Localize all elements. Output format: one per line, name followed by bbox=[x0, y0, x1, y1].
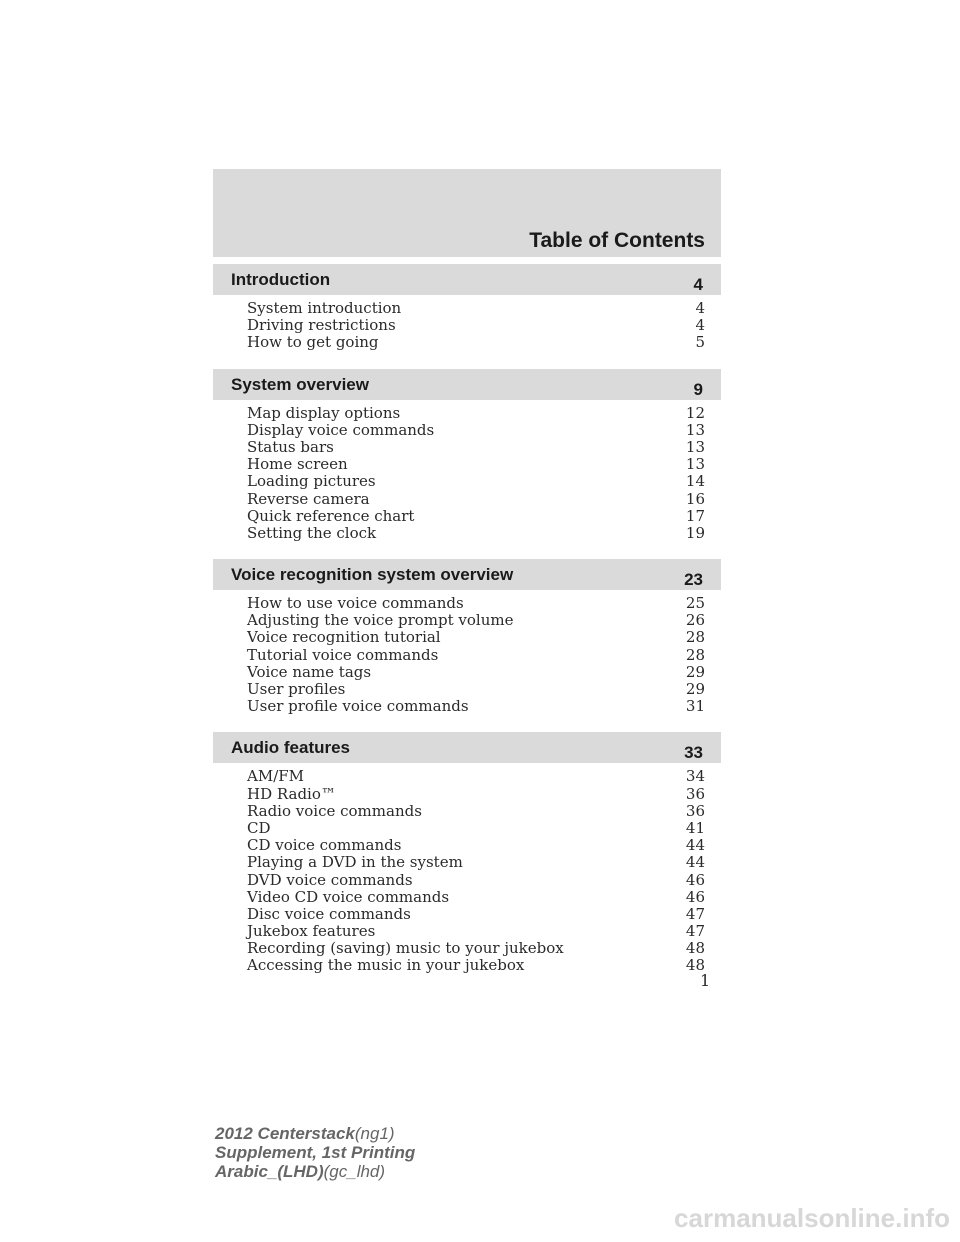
toc-entry-page: 36 bbox=[685, 801, 705, 820]
toc-entry-page: 29 bbox=[685, 662, 705, 681]
toc-entry-label: Jukebox features bbox=[247, 922, 376, 941]
toc-entry[interactable] bbox=[213, 837, 721, 854]
toc-entry-label: Playing a DVD in the system bbox=[247, 853, 463, 872]
toc-entry[interactable] bbox=[213, 698, 721, 715]
toc-entry-label: Voice name tags bbox=[247, 662, 372, 681]
footer-language: Arabic_(LHD) bbox=[215, 1162, 324, 1181]
toc-entry[interactable] bbox=[213, 906, 721, 923]
toc-entry-page: 31 bbox=[685, 697, 705, 716]
toc-entry-page: 4 bbox=[695, 316, 705, 335]
toc-entry[interactable] bbox=[213, 629, 721, 646]
toc-entry-label: CD bbox=[247, 818, 271, 837]
section-page-number: 4 bbox=[693, 275, 703, 294]
toc-entry[interactable] bbox=[213, 439, 721, 456]
header-band bbox=[213, 169, 721, 257]
toc-entry[interactable] bbox=[213, 405, 721, 422]
toc-entry-page: 36 bbox=[685, 784, 705, 803]
toc-entry[interactable] bbox=[213, 768, 721, 785]
toc-entry-page: 34 bbox=[685, 767, 705, 786]
toc-entry-label: Recording (saving) music to your jukebox bbox=[247, 939, 564, 958]
toc-entry-page: 47 bbox=[685, 904, 705, 923]
toc-entry[interactable] bbox=[213, 957, 721, 974]
toc-entry[interactable] bbox=[213, 508, 721, 525]
toc-entry-label: CD voice commands bbox=[247, 836, 402, 855]
section-entries bbox=[213, 763, 721, 974]
toc-entry[interactable] bbox=[213, 820, 721, 837]
toc-entry[interactable] bbox=[213, 317, 721, 334]
toc-entry-label: System introduction bbox=[247, 299, 402, 317]
toc-entry[interactable] bbox=[213, 334, 721, 351]
toc-entry[interactable] bbox=[213, 681, 721, 698]
toc-entry-page: 13 bbox=[685, 437, 705, 456]
toc-entry-page: 46 bbox=[685, 870, 705, 889]
toc-entry[interactable] bbox=[213, 664, 721, 681]
toc-entry-page: 46 bbox=[685, 887, 705, 906]
toc-entry-page: 25 bbox=[685, 594, 705, 613]
section-gap bbox=[213, 715, 721, 732]
toc-entry-page: 48 bbox=[685, 956, 705, 975]
toc-entry[interactable] bbox=[213, 456, 721, 473]
toc-entry[interactable] bbox=[213, 803, 721, 820]
footer-line-1 bbox=[215, 1124, 415, 1143]
toc-entry-label: Setting the clock bbox=[247, 523, 377, 542]
footer-line-2 bbox=[215, 1143, 415, 1162]
section-page-number: 9 bbox=[693, 379, 703, 399]
toc-entry-label: Display voice commands bbox=[247, 420, 435, 439]
toc-entry-label: HD Radio™ bbox=[247, 784, 336, 803]
toc-entry-label: DVD voice commands bbox=[247, 870, 413, 889]
toc-entry-page: 14 bbox=[685, 472, 705, 491]
footer-language-code: (gc_lhd) bbox=[323, 1162, 386, 1181]
table-of-contents bbox=[213, 264, 721, 975]
toc-entry-page: 12 bbox=[685, 403, 705, 422]
toc-entry[interactable] bbox=[213, 923, 721, 940]
toc-entry-label: How to get going bbox=[247, 333, 379, 352]
toc-entry-label: Accessing the music in your jukebox bbox=[247, 956, 525, 975]
toc-entry-page: 16 bbox=[685, 489, 705, 508]
toc-entry-page: 29 bbox=[685, 680, 705, 698]
section-page-number: 23 bbox=[684, 570, 703, 590]
toc-entry[interactable] bbox=[213, 889, 721, 906]
toc-entry-label: Disc voice commands bbox=[247, 904, 411, 923]
footer-model-code: (ng1) bbox=[354, 1124, 395, 1143]
toc-entry-label: Home screen bbox=[247, 455, 348, 474]
footer-model: 2012 Centerstack bbox=[215, 1124, 355, 1143]
section-header[interactable] bbox=[213, 264, 721, 295]
toc-entry-page: 28 bbox=[685, 645, 705, 664]
footer-line-3 bbox=[215, 1162, 415, 1181]
section-page-number: 33 bbox=[684, 743, 703, 763]
toc-entry-label: Reverse camera bbox=[247, 489, 370, 508]
toc-entry[interactable] bbox=[213, 595, 721, 612]
toc-entry-page: 48 bbox=[685, 939, 705, 958]
toc-entry-page: 44 bbox=[685, 836, 705, 855]
toc-entry[interactable] bbox=[213, 854, 721, 871]
toc-entry-page: 47 bbox=[685, 922, 705, 941]
toc-entry-page: 13 bbox=[685, 455, 705, 474]
toc-entry-label: Map display options bbox=[247, 403, 401, 422]
toc-entry[interactable] bbox=[213, 525, 721, 542]
page-title: Table of Contents bbox=[529, 229, 705, 252]
toc-entry-label: Voice recognition tutorial bbox=[247, 628, 441, 647]
section-entries bbox=[213, 295, 721, 352]
toc-entry-label: Tutorial voice commands bbox=[247, 645, 439, 664]
toc-entry-label: User profile voice commands bbox=[247, 697, 469, 716]
toc-entry[interactable] bbox=[213, 786, 721, 803]
toc-entry[interactable] bbox=[213, 422, 721, 439]
section-gap bbox=[213, 542, 721, 559]
toc-entry-label: Status bars bbox=[247, 437, 334, 456]
section-header[interactable] bbox=[213, 369, 721, 400]
section-title: Introduction bbox=[231, 270, 331, 289]
toc-entry[interactable] bbox=[213, 940, 721, 957]
toc-entry-label: Quick reference chart bbox=[247, 506, 415, 525]
toc-entry-label: AM/FM bbox=[247, 767, 305, 786]
footer bbox=[215, 1124, 415, 1181]
toc-entry[interactable] bbox=[213, 491, 721, 508]
toc-entry-label: Adjusting the voice prompt volume bbox=[247, 611, 514, 630]
section-header[interactable] bbox=[213, 559, 721, 590]
section-entries bbox=[213, 400, 721, 543]
toc-entry-page: 13 bbox=[685, 420, 705, 439]
page-number: 1 bbox=[700, 971, 711, 990]
toc-entry-page: 4 bbox=[695, 299, 705, 317]
toc-entry[interactable] bbox=[213, 612, 721, 629]
toc-entry-page: 41 bbox=[685, 818, 705, 837]
footer-printing: Supplement, 1st Printing bbox=[215, 1143, 416, 1162]
toc-entry-page: 5 bbox=[695, 333, 705, 352]
toc-entry-label: Driving restrictions bbox=[247, 316, 396, 335]
section-header[interactable] bbox=[213, 732, 721, 763]
toc-entry-page: 44 bbox=[685, 853, 705, 872]
section-entries bbox=[213, 590, 721, 715]
toc-entry[interactable] bbox=[213, 647, 721, 664]
toc-entry-label: How to use voice commands bbox=[247, 594, 464, 613]
toc-entry-label: Loading pictures bbox=[247, 472, 376, 491]
toc-entry[interactable] bbox=[213, 872, 721, 889]
watermark: carmanualsonline.info bbox=[674, 1203, 950, 1233]
section-gap bbox=[213, 352, 721, 369]
toc-entry-page: 17 bbox=[685, 506, 705, 525]
toc-entry-label: Video CD voice commands bbox=[247, 887, 450, 906]
toc-entry[interactable] bbox=[213, 473, 721, 490]
section-title: Audio features bbox=[231, 738, 351, 758]
toc-entry-label: Radio voice commands bbox=[247, 801, 422, 820]
toc-entry-page: 19 bbox=[685, 523, 705, 542]
toc-entry-page: 28 bbox=[685, 628, 705, 647]
toc-entry-label: User profiles bbox=[247, 680, 346, 698]
section-title: Voice recognition system overview bbox=[231, 565, 514, 585]
section-title: System overview bbox=[231, 374, 369, 394]
toc-entry[interactable] bbox=[213, 300, 721, 317]
toc-entry-page: 26 bbox=[685, 611, 705, 630]
